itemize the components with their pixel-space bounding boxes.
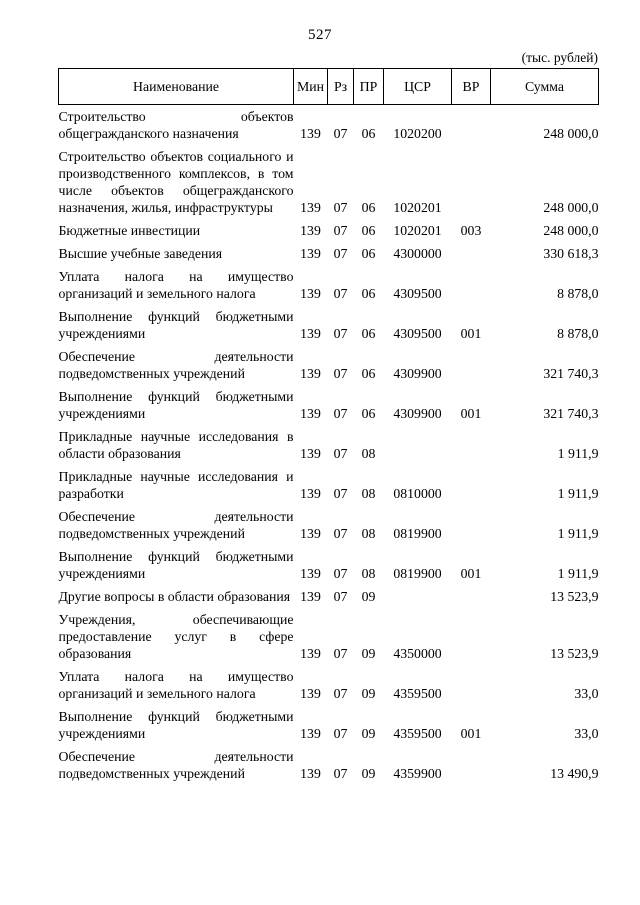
pr-cell: 06 [361, 200, 376, 215]
vr-cell [452, 665, 491, 705]
table-row [59, 665, 599, 705]
name-cell: Строительство объектов общегражданского назначения [58, 109, 294, 141]
sum-cell: 13 523,9 [550, 589, 599, 604]
csr-cell: 0810000 [393, 486, 442, 501]
vr-cell: 001 [460, 326, 482, 341]
rz-cell: 07 [333, 200, 348, 215]
sum-cell: 13 490,9 [550, 766, 599, 781]
name-cell: Прикладные научные исследования в области образования [58, 429, 294, 461]
csr-cell: 1020200 [393, 126, 442, 141]
min-cell: 139 [300, 223, 321, 238]
csr-cell: 4359500 [393, 726, 442, 741]
pr-cell: 08 [361, 486, 376, 501]
rz-cell: 07 [333, 589, 348, 604]
pr-cell: 06 [361, 246, 376, 261]
sum-cell: 33,0 [574, 726, 599, 741]
rz-cell: 07 [333, 486, 348, 501]
pr-cell: 06 [361, 126, 376, 141]
csr-cell: 4359500 [393, 686, 442, 701]
rz-cell: 07 [333, 766, 348, 781]
name-cell: Прикладные научные исследования и разработки [58, 469, 294, 501]
table-row [59, 219, 599, 242]
table-row [59, 465, 599, 505]
name-cell: Обеспечение деятельности подведомственных учреждений [58, 509, 294, 541]
table-row [59, 385, 599, 425]
sum-cell: 330 618,3 [543, 246, 599, 261]
name-cell: Выполнение функций бюджетными учреждениями [58, 389, 294, 421]
vr-cell [452, 425, 491, 465]
pr-cell: 06 [361, 286, 376, 301]
name-cell: Высшие учебные заведения [58, 246, 223, 261]
units-label: (тыс. рублей) [521, 50, 598, 65]
pr-cell: 09 [361, 646, 376, 661]
sum-cell: 321 740,3 [543, 406, 599, 421]
rz-cell: 07 [333, 726, 348, 741]
rz-cell: 07 [333, 526, 348, 541]
pr-cell: 06 [361, 406, 376, 421]
min-cell: 139 [300, 766, 321, 781]
csr-cell: 4359900 [393, 766, 442, 781]
vr-cell [452, 505, 491, 545]
sum-cell: 33,0 [574, 686, 599, 701]
table-row [59, 505, 599, 545]
column-header-vr: ВР [452, 69, 491, 105]
page-number: 527 [308, 27, 332, 43]
table-row [59, 705, 599, 745]
pr-cell: 06 [361, 223, 376, 238]
pr-cell: 09 [361, 726, 376, 741]
sum-cell: 1 911,9 [557, 526, 599, 541]
sum-cell: 1 911,9 [557, 446, 599, 461]
sum-cell: 8 878,0 [557, 326, 599, 341]
min-cell: 139 [300, 686, 321, 701]
rz-cell: 07 [333, 286, 348, 301]
csr-cell: 4309500 [393, 286, 442, 301]
min-cell: 139 [300, 200, 321, 215]
min-cell: 139 [300, 526, 321, 541]
rz-cell: 07 [333, 566, 348, 581]
table-header-row [59, 69, 599, 105]
min-cell: 139 [300, 366, 321, 381]
min-cell: 139 [300, 566, 321, 581]
csr-cell [384, 585, 452, 608]
name-cell: Выполнение функций бюджетными учреждениями [58, 309, 294, 341]
table-row [59, 545, 599, 585]
pr-cell: 09 [361, 686, 376, 701]
table-row [59, 745, 599, 785]
vr-cell [452, 242, 491, 265]
name-cell: Строительство объектов социального и производственного комплексов, в том числе объектов общегражданского назначения, жилья, инфраструктуры [58, 149, 294, 215]
rz-cell: 07 [333, 246, 348, 261]
vr-cell: 001 [460, 406, 482, 421]
pr-cell: 06 [361, 366, 376, 381]
table-row [59, 425, 599, 465]
column-header-pr: ПР [354, 69, 384, 105]
column-header-min: Мин [294, 69, 328, 105]
budget-table [58, 68, 599, 785]
csr-cell: 4300000 [393, 246, 442, 261]
name-cell: Учреждения, обеспечивающие предоставление услуг в сфере образования [58, 612, 294, 661]
name-cell: Бюджетные инвестиции [58, 223, 201, 238]
sum-cell: 13 523,9 [550, 646, 599, 661]
pr-cell: 08 [361, 526, 376, 541]
vr-cell: 001 [460, 566, 482, 581]
csr-cell: 1020201 [393, 200, 442, 215]
sum-cell: 321 740,3 [543, 366, 599, 381]
vr-cell: 003 [460, 223, 482, 238]
table-row [59, 145, 599, 219]
sum-cell: 248 000,0 [543, 126, 599, 141]
csr-cell: 4350000 [393, 646, 442, 661]
table-row [59, 345, 599, 385]
table-row [59, 585, 599, 608]
sum-cell: 248 000,0 [543, 223, 599, 238]
csr-cell: 0819900 [393, 526, 442, 541]
rz-cell: 07 [333, 366, 348, 381]
csr-cell [384, 425, 452, 465]
table-row [59, 265, 599, 305]
csr-cell: 4309900 [393, 366, 442, 381]
name-cell: Выполнение функций бюджетными учреждениями [58, 709, 294, 741]
pr-cell: 09 [361, 589, 376, 604]
csr-cell: 0819900 [393, 566, 442, 581]
csr-cell: 4309900 [393, 406, 442, 421]
min-cell: 139 [300, 326, 321, 341]
vr-cell: 001 [460, 726, 482, 741]
vr-cell [452, 585, 491, 608]
column-header-name: Наименование [59, 69, 294, 105]
min-cell: 139 [300, 246, 321, 261]
table-row [59, 608, 599, 665]
table-body [59, 105, 599, 786]
min-cell: 139 [300, 726, 321, 741]
pr-cell: 06 [361, 326, 376, 341]
name-cell: Уплата налога на имущество организаций и земельного налога [58, 269, 294, 301]
rz-cell: 07 [333, 126, 348, 141]
min-cell: 139 [300, 589, 321, 604]
sum-cell: 1 911,9 [557, 566, 599, 581]
vr-cell [452, 145, 491, 219]
vr-cell [452, 608, 491, 665]
vr-cell [452, 465, 491, 505]
name-cell: Другие вопросы в области образования [58, 589, 291, 604]
csr-cell: 4309500 [393, 326, 442, 341]
table-row [59, 305, 599, 345]
rz-cell: 07 [333, 223, 348, 238]
column-header-sum: Сумма [491, 69, 599, 105]
column-header-rz: Рз [328, 69, 354, 105]
rz-cell: 07 [333, 326, 348, 341]
rz-cell: 07 [333, 646, 348, 661]
vr-cell [452, 265, 491, 305]
pr-cell: 08 [361, 446, 376, 461]
table-row [59, 242, 599, 265]
pr-cell: 08 [361, 566, 376, 581]
pr-cell: 09 [361, 766, 376, 781]
name-cell: Обеспечение деятельности подведомственных учреждений [58, 349, 294, 381]
name-cell: Выполнение функций бюджетными учреждениями [58, 549, 294, 581]
table-header [59, 69, 599, 105]
column-header-csr: ЦСР [384, 69, 452, 105]
sum-cell: 1 911,9 [557, 486, 599, 501]
csr-cell: 1020201 [393, 223, 442, 238]
min-cell: 139 [300, 646, 321, 661]
sum-cell: 8 878,0 [557, 286, 599, 301]
sum-cell: 248 000,0 [543, 200, 599, 215]
min-cell: 139 [300, 486, 321, 501]
vr-cell [452, 345, 491, 385]
vr-cell [452, 745, 491, 785]
name-cell: Обеспечение деятельности подведомственных учреждений [58, 749, 294, 781]
min-cell: 139 [300, 406, 321, 421]
rz-cell: 07 [333, 406, 348, 421]
min-cell: 139 [300, 126, 321, 141]
min-cell: 139 [300, 286, 321, 301]
min-cell: 139 [300, 446, 321, 461]
rz-cell: 07 [333, 686, 348, 701]
rz-cell: 07 [333, 446, 348, 461]
name-cell: Уплата налога на имущество организаций и земельного налога [58, 669, 294, 701]
vr-cell [452, 105, 491, 146]
table-row [59, 105, 599, 146]
